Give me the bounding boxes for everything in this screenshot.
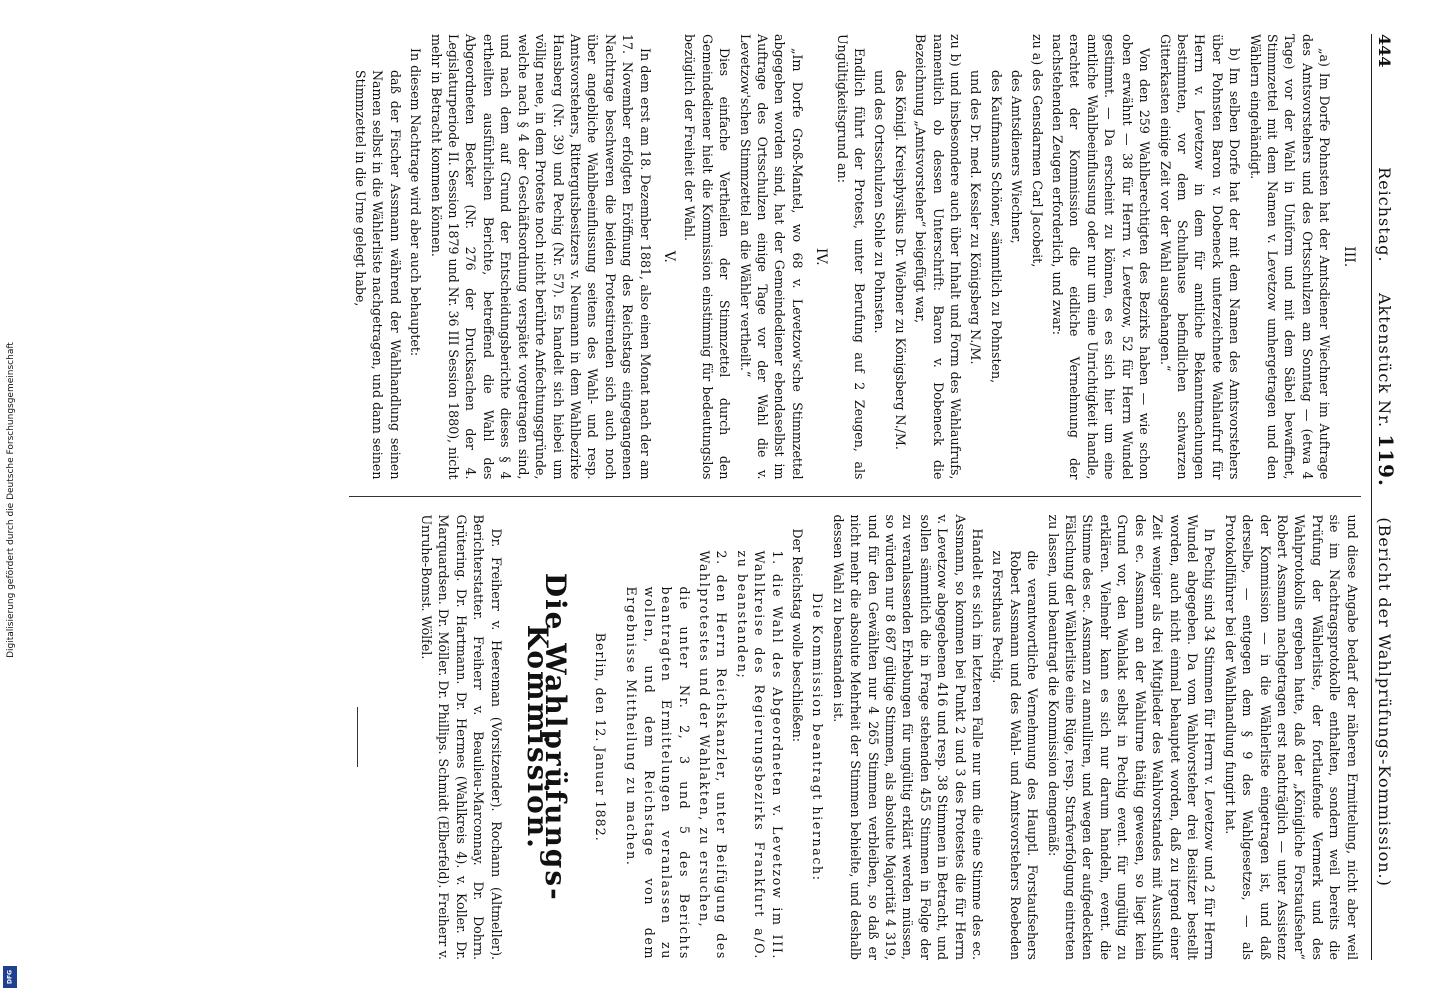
commission-members: Dr. Freiherr v. Heereman (Vorsitzender). Rochann (Altmeller). Berichterstatter. Freiherr v. Beaulieu-Marconnay. Dr. Dohrn. Grütering. Dr. Hartmann. Dr. Hermes (Wahlkreis 4). v. Koller. Dr. Marquardsen. Dr. Möller. Dr. Phillips. Schmidt (Elberfeld). Freiherr v. Unruhe-Bomst. Wölfel.	[419, 514, 504, 960]
document-page	[30, 0, 1430, 1000]
paragraph: Dies einfache Vertheilen der Stimmzettel durch den Gemeindediener hielt die Kommission einstimmig für bedeutungslos bezüglich der Freiheit der Wahl.	[682, 34, 733, 480]
commission-title: Die Wahlprüfungs-Kommission.	[521, 572, 572, 902]
paragraph: Von den 259 Wahlberechtigten des Bezirks haben — wie schon oben erwähnt — 38 für Herrn v. Levetzow, 52 für Herrn Wundel gestimmt. — Da erscheint zu können, es es sich hier um eine amtliche Wahlbeeinflussung oder nur um eine Unrichtigkeit handle, erachtet der Kommission die eidliche Vernehmung der nachstehenden Zeugen erforderlich, und zwar:	[1050, 34, 1153, 480]
paragraph: b) Im selben Dorfe hat der mit dem Namen des Amtsvorstehers über Pohnsten Baron v. Dobeneck unterzeichnete Wahlaufruf für Herrn v. Levetzow in dem für amtliche Bekanntmachungen bestimmten, vor dem Schulhause befindlichen schwarzen Gitterkasten einige Zeit vor der Wahl ausgehangen.“	[1157, 34, 1243, 480]
header-left-title: Reichstag.	[1375, 167, 1394, 263]
columns	[349, 34, 1361, 960]
section-4-heading: IV.	[813, 247, 830, 266]
header-right-title: (Bericht der Wahlprüfungs-Kommission.)	[1375, 517, 1394, 887]
witness-line: des Königl. Kreisphysikus Dr. Wiebner zu Königsberg N./M.	[892, 70, 908, 450]
page-header	[1371, 34, 1398, 960]
paragraph: und diese Angabe bedarf der näheren Ermittelung, nicht aber weil sie im Nachtragsprotokolle enthalten, sondern weil bereits die Prüfung der Wählerliste, der fortlaufende Vermerk und des Wahlprotokolls ergeben hatte, daß der „Königliche Forstaufseher“ Robert Assmann nachgetragen erst nachträglich — unter Assistenz der Kommission — in die Wählerliste eingetragen ist, und daß derselbe, — entgegen dem § 9 des Wahlgesetzes, — als Protokollführer bei der Wahlhandlung fungirt hat.	[1222, 514, 1360, 960]
paragraph: In dem erst am 18. Dezember 1881, also einen Monat nach der am 17. November erfolgten Eröffnung des Reichstags eingegangenen Nachtrage beschweren die beiden Protestirenden sich auch noch über angebliche Wahlbeeinflussung seitens des Wahl- und resp. Amtsvorstehers, Rittergutsbesitzers v. Neumann in dem Wahlbezirke Hansberg (Nr. 39) und Pechig (Nr. 57). Es handelt sich hiebei um völlig neue, in dem Proteste noch nicht berührte Anfechtungsgründe, welche nach § 4 der Geschäftsordnung verspätet vorgetragen sind, und nach dem auf Grund der Entscheidungsberichte dieses § 4 ertheilten ausführlichen Berichte, betreffend die Wahl des Abgeordneten Becker (Nr. 276 der Drucksachen der 4. Legislaturperiode II. Session 1879 und Nr. 36 III Session 1880), nicht mehr in Betracht kommen können.	[428, 34, 653, 480]
digitization-credit	[4, 0, 18, 1000]
paragraph: daß der Fischer Assmann während der Wahlhandlung seinen Namen selbst in die Wählerliste nachgetragen, und dann seinen Stimmzettel in die Urne gelegt habe,	[353, 70, 403, 480]
page-number: 444	[1375, 34, 1394, 68]
paragraph: Handelt es sich im letzteren Falle nur um die eine Stimme des ec. Assmann, so kommen bei Punkt 2 und 3 des Protestes die für Herrn v. Levetzow abgegebenen 416 und resp. 38 Stimmen in Betracht, und sollen sämmtlich die in Frage stehenden 455 Stimmen in Folge der zu veranlassenden Erhebungen für ungültig erklärt werden müssen, so würden nur 8 687 gültige Stimmen, als absolute Majorität 4 319, und für den Gewählten nur 4 265 Stimmen verbleiben, so daß er nicht mehr die absolute Mehrheit der Stimmen behielte, und deshalb dessen Wahl zu beanstanden ist.	[830, 514, 986, 960]
divider	[357, 707, 358, 767]
motion-item: 2. den Herrn Reichskanzler, unter Beifügung des Wahlprotestes und der Wahlakten, zu ersuchen,	[696, 550, 730, 960]
paragraph: die verantwortliche Vernehmung des Hauptl. Forstaufsehers Robert Assmann und des Wahl- und Amtsvorstehers Roebeden zu Forsthaus Pechig.	[990, 550, 1041, 960]
header-title	[1374, 94, 1398, 960]
witness-line: zu b) und insbesondere auch über Inhalt und Form des Wahlaufrufs, namentlich ob dessen Unterschrift: Baron v. Dobeneck die Bezeichnung „Amtsvorsteher“ beigefügt war,	[913, 34, 964, 480]
left-column	[349, 34, 1361, 497]
motion-item: die unter Nr. 2, 3 und 5 des Berichts beantragten Ermittelungen veranlassen zu wollen, und dem Reichstage von dem Ergebnisse Mittheilung zu machen.	[624, 586, 692, 960]
paragraph: „Im Dorfe Groß-Mantel, wo 68 v. Levetzow'sche Stimmzettel abgegeben worden sind, hat der Gemeindediener ebendaselbst im Auftrage des Ortsschulzen einige Tage vor der Wahl die v. Levetzow'schen Stimmzettel an die Wähler vertheilt.“	[737, 34, 805, 480]
paragraph: „a) Im Dorfe Pohnsten hat der Amtsdiener Wiechner im Auftrage des Amtsvorstehers und des Ortsschulzen am Sonntag — (etwa 4 Tage) vor der Wahl in Uniform und mit dem Säbel bewaffnet, Stimmzettel mit dem Namen v. Levetzow umhergetragen und den Wählern eingehändigt.	[1247, 34, 1333, 480]
witness-line: des Kaufmanns Schöner, sämmtlich zu Pohnsten,	[988, 70, 1004, 384]
section-3-heading: III.	[1340, 246, 1357, 268]
motion-item: 1. die Wahl des Abgeordneten v. Levetzow im III. Wahlkreise des Regierungsbezirks Frankfurt a/O. zu beanstanden;	[734, 550, 785, 960]
right-column	[349, 515, 1361, 961]
witness-line: des Amtsdieners Wiechner,	[1009, 70, 1025, 244]
credit-text: Digitalisierung gefördert durch die Deutsche Forschungsgemeinschaft	[6, 342, 17, 658]
section-5-heading: V.	[660, 250, 677, 263]
witness-line: und des Dr. med. Kessler zu Königsberg N./M.	[968, 70, 984, 365]
motion-intro: Die Kommission beantragt hiernach:	[810, 592, 826, 882]
paragraph: Endlich führt der Protest, unter Berufung auf 2 Zeugen, als Ungültigkeitsgrund an:	[834, 34, 868, 480]
header-number: 119.	[1374, 434, 1398, 487]
dfg-logo: DFG	[3, 966, 17, 988]
witness-line: und des Ortsschulzen Sohle zu Pohnsten.	[872, 70, 888, 334]
paragraph: In Pechig sind 34 Stimmen für Herrn v. Levetzow und 2 für Herrn Wundel abgegeben. Da vom Wahlvorsteher drei Beisitzer bestellt worden, auch nicht einmal behauptet worden, daß zu irgend einer Zeit weniger als drei Mitglieder des Wahlvorstandes mit Ausschluß des ec. Assmann an der Wahlurne thätig gewesen, so liegt kein Grund vor, den Wahlakt selbst in Pechig event. für ungültig zu erklären. Vielmehr kann es sich nur darum handeln, event. die Stimme des ec. Assmann zu annulliren, und wegen der aufgedeckten Fälschung der Wählerliste eine Rüge, resp. Strafverfolgung eintreten zu lassen, und beantragt die Kommission demgemäß:	[1045, 514, 1218, 960]
paragraph: In diesem Nachtrage wird aber auch behauptet:	[408, 48, 424, 357]
paragraph: Der Reichstag wolle beschließen:	[790, 528, 805, 743]
document-date: Berlin, den 12. Januar 1882.	[592, 632, 608, 842]
header-aktenstueck: Aktenstück Nr.	[1375, 292, 1394, 429]
witness-line: zu a) des Gensdarmen Carl Jacobeit,	[1029, 34, 1045, 268]
